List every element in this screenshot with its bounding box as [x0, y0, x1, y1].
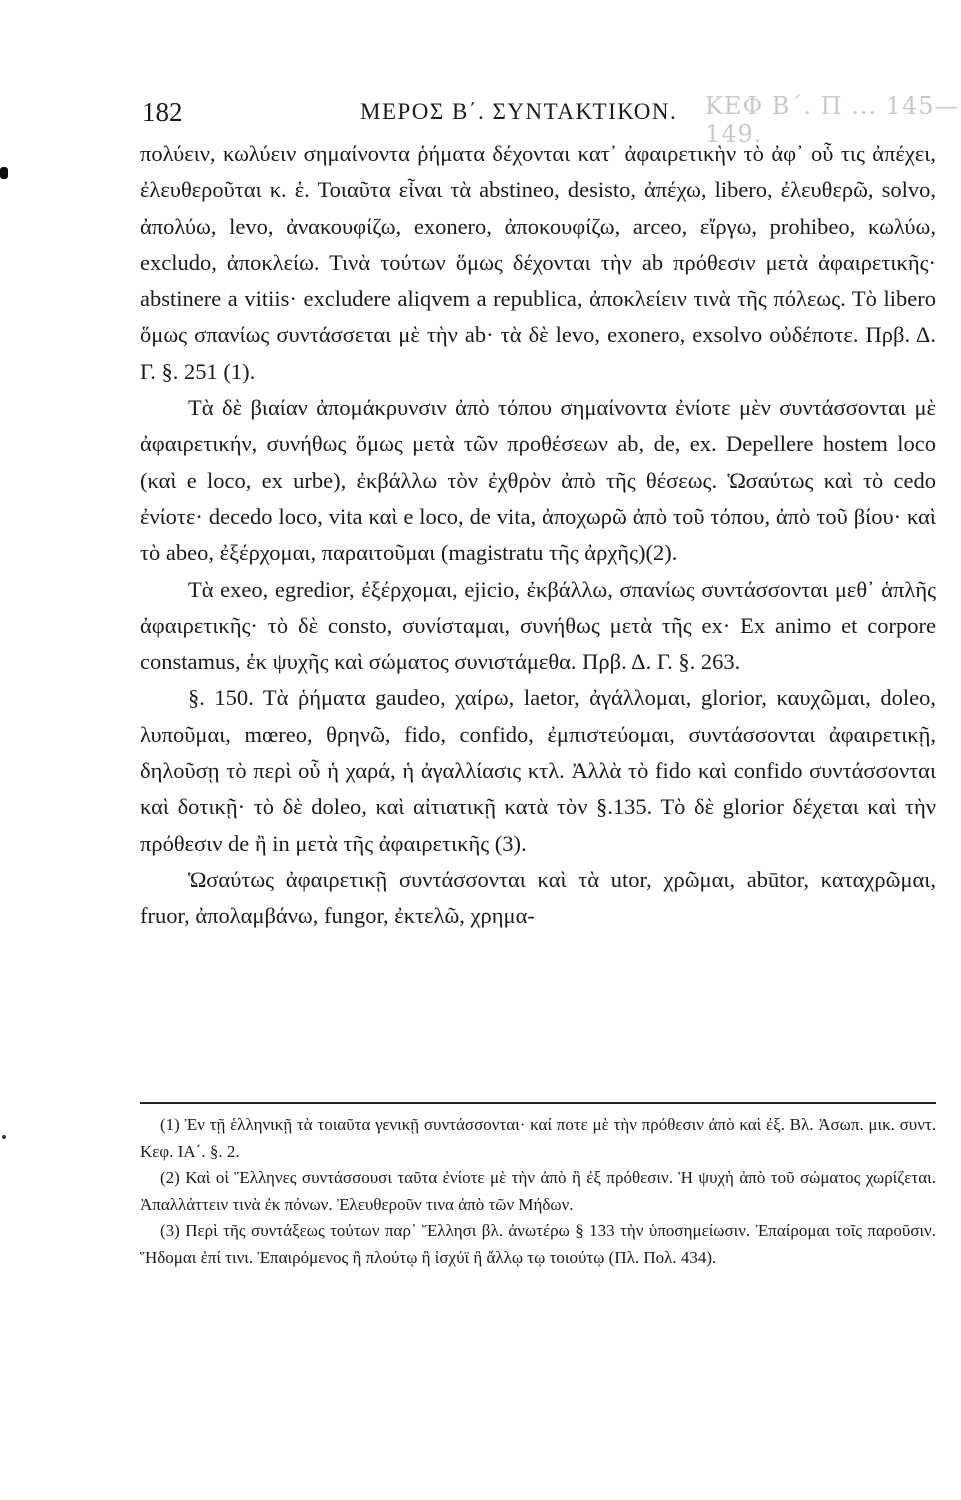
- margin-mark: [0, 167, 8, 179]
- paragraph: §. 150. Τὰ ῥήματα gaudeo, χαίρω, laetor, ἀγάλλομαι, glorior, καυχῶμαι, doleo, λυποῦμαι, mœreo, θρηνῶ, fido, confido, ἐμπιστεύομαι, συντάσσονται ἀφαιρετικῇ, δηλοῦσῃ τὸ περὶ οὗ ἡ χαρά, ἡ ἀγαλλίασις κτλ. Ἀλλὰ τὸ fido καὶ confido συντάσσονται καὶ δοτικῇ· τὸ δὲ doleo, καὶ αἰτιατικῇ κατὰ τὸν §.135. Τὸ δὲ glorior δέχεται καὶ τὴν πρόθεσιν de ἢ in μετὰ τῆς ἀφαιρετικῆς (3).: [140, 685, 936, 856]
- footnote-divider: [140, 1102, 936, 1104]
- paragraph: Τὰ exeo, egredior, ἐξέρχομαι, ejicio, ἐκβάλλω, σπανίως συντάσσονται μεθ᾽ ἁπλῆς ἀφαιρετικῆς· τὸ δὲ consto, συνίσταμαι, συνήθως μετὰ τῆς ex· Ex animo et corpore constamus, ἐκ ψυχῆς καὶ σώματος συνιστάμεθα. Πρβ. Δ. Γ. §. 263.: [140, 576, 936, 675]
- footnote: (1) Ἐν τῇ ἑλληνικῇ τὰ τοιαῦτα γενικῇ συντάσσονται· καί ποτε μὲ τὴν πρόθεσιν ἀπὸ καὶ ἐξ. Βλ. Ἀσωπ. μικ. συντ. Κεφ. ΙΑ΄. §. 2.: [140, 1115, 936, 1161]
- footnote: (2) Καὶ οἱ Ἕλληνες συντάσσουσι ταῦτα ἐνίοτε μὲ τὴν ἀπὸ ἢ ἐξ πρόθεσιν. Ἡ ψυχὴ ἀπὸ τοῦ σώματος χωρίζεται. Ἀπαλλάττειν τινὰ ἐκ πόνων. Ἐλευθεροῦν τινα ἀπὸ τῶν Μήδων.: [140, 1168, 936, 1214]
- bleed-through-text: ΚΕΦ Β΄. Π ... 145—149.: [705, 92, 960, 148]
- margin-dot: [2, 1135, 6, 1139]
- paragraph: Τὰ δὲ βιαίαν ἀπομάκρυνσιν ἀπὸ τόπου σημαίνοντα ἐνίοτε μὲν συντάσσονται μὲ ἀφαιρετικήν, συνήθως ὅμως μετὰ τῶν προθέσεων ab, de, ex. Depellere hostem loco (καὶ e loco, ex urbe), ἐκβάλλω τὸν ἐχθρὸν ἀπὸ τῆς θέσεως. Ὡσαύτως καὶ τὸ cedo ἐνίοτε· decedo loco, vita καὶ e loco, de vita, ἀποχωρῶ ἀπὸ τοῦ τόπου, ἀπὸ τοῦ βίου· καὶ τὸ abeo, ἐξέρχομαι, παραιτοῦμαι (magistratu τῆς ἀρχῆς)(2).: [140, 395, 936, 566]
- paragraph: πολύειν, κωλύειν σημαίνοντα ῥήματα δέχονται κατ᾽ ἀφαιρετικὴν τὸ ἀφ᾽ οὗ τις ἀπέχει, ἐλευθεροῦται κ. ἑ. Τοιαῦτα εἶναι τὰ abstineo, desisto, ἀπέχω, libero, ἐλευθερῶ, solvo, ἀπολύω, levo, ἀνακουφίζω, exonero, ἀποκουφίζω, arceo, εἴργω, prohibeo, κωλύω, excludo, ἀποκλείω. Τινὰ τούτων ὅμως δέχονται τὴν ab πρόθεσιν μετὰ ἀφαιρετικῆς· abstinere a vitiis· excludere aliqvem a republica, ἀποκλείειν τινὰ τῆς πόλεως. Τὸ libero ὅμως σπανίως συντάσσεται μὲ τὴν ab· τὰ δὲ levo, exonero, exsolvo οὐδέποτε. Πρβ. Δ. Γ. §. 251 (1).: [140, 141, 936, 384]
- footnotes: [140, 1112, 936, 1271]
- page-header: [142, 97, 932, 137]
- running-head: ΜΕΡΟΣ Β΄. ΣΥΝΤΑΚΤΙΚΟΝ.: [360, 99, 678, 124]
- main-text: [140, 136, 936, 935]
- page-number: 182: [142, 97, 183, 127]
- footnote: (3) Περὶ τῆς συντάξεως τούτων παρ᾽ Ἕλλησι βλ. ἀνωτέρω § 133 τὴν ὑποσημείωσιν. Ἐπαίρομαι τοῖς παροῦσιν. Ἥδομαι ἐπί τινι. Ἐπαιρόμενος ἢ πλούτῳ ἢ ἰσχύϊ ἢ ἄλλῳ τῳ τοιούτῳ (Πλ. Πολ. 434).: [140, 1221, 936, 1267]
- paragraph: Ὡσαύτως ἀφαιρετικῇ συντάσσονται καὶ τὰ utor, χρῶμαι, abūtor, καταχρῶμαι, fruor, ἀπολαμβάνω, fungor, ἐκτελῶ, χρημα-: [140, 866, 936, 929]
